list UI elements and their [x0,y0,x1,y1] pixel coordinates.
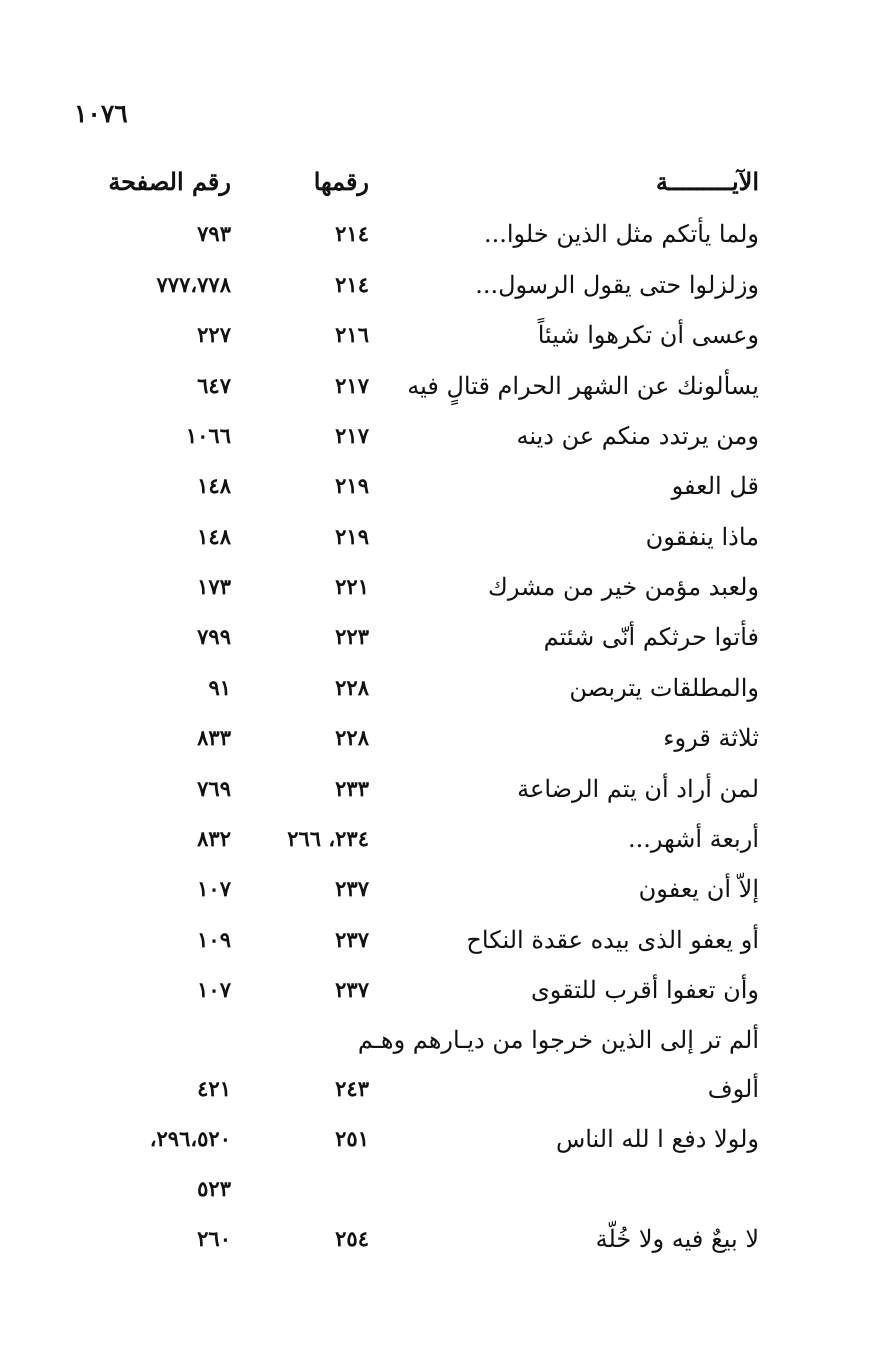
index-row [0,1015,885,1065]
index-row [0,915,885,965]
index-row [0,411,885,461]
verse-number: ٢٢٨ [335,675,369,700]
verse-number: ٢٣٧ [335,977,369,1002]
verse-number: ٢١٧ [335,373,369,398]
index-row [0,209,885,259]
index-row [0,814,885,864]
index-row [0,512,885,562]
verse-number: ٢٥١ [335,1126,369,1151]
page-reference: ٨٣٢ [197,826,231,851]
verse-text: ومن يرتدد منكم عن دينه [516,422,759,450]
verse-number: ٢٣٧ [335,927,369,952]
verse-text: لمن أراد أن يتم الرضاعة [517,775,759,803]
verse-number: ٢٣٧ [335,876,369,901]
page-reference: ١٤٨ [197,524,231,549]
index-row [0,1164,885,1214]
index-row [0,260,885,310]
number-column-header: رقمها [313,167,369,196]
page-reference: ١٠٦٦ [185,423,231,448]
index-row [0,612,885,662]
index-row [0,965,885,1015]
page-reference: ٧٦٩ [197,776,231,801]
page-reference: ٦٤٧ [197,373,231,398]
verse-text: ولولا دفع ا لله الناس [555,1125,759,1153]
verse-number: ٢٤٣ [335,1076,369,1101]
index-row [0,310,885,360]
verse-text: ثلاثة قروء [663,724,759,752]
index-row [0,1064,885,1114]
verse-number: ٢٢١ [335,574,369,599]
verse-text: وزلزلوا حتى يقول الرسول... [475,271,759,299]
verse-number: ٢٣٣ [335,776,369,801]
verse-number: ٢١٩ [335,473,369,498]
page-reference: ٤٢١ [197,1076,231,1101]
verse-text: أربعة أشهر... [628,825,759,853]
verse-number: ٢١٤ [335,221,369,246]
verse-text: ولعبد مؤمن خير من مشرك [488,573,759,601]
page-reference: ٢٢٧ [197,322,231,347]
page-reference: ١٤٨ [197,473,231,498]
page-reference: ٢٩٦،٥٢٠، [149,1126,231,1151]
verse-number: ٢٥٤ [335,1226,369,1251]
verse-text: ألوف [707,1075,759,1103]
page-reference: ٧٧٧،٧٧٨ [156,272,231,297]
page-column-header: رقم الصفحة [108,167,231,196]
page-reference: ١٠٩ [197,927,231,952]
verse-number: ٢١٤ [335,272,369,297]
index-row [0,713,885,763]
index-row [0,764,885,814]
page-reference: ٧٩٩ [197,624,231,649]
verse-text: يسألونك عن الشهر الحرام قتالٍ فيه [407,372,759,400]
verse-text: ألم تر إلى الذين خرجوا من ديـارهم وهـم [357,1026,759,1054]
index-row [0,361,885,411]
page-reference: ٩١ [208,675,231,700]
index-row [0,1214,885,1264]
page-reference: ٧٩٣ [197,221,231,246]
verse-text: أو يعفو الذى بيده عقدة النكاح [466,926,759,954]
verse-text: وعسى أن تكرهوا شيئاً [537,321,759,349]
verse-number: ٢١٧ [335,423,369,448]
verse-text: ماذا ينفقون [645,523,759,551]
verse-text: وأن تعفوا أقرب للتقوى [530,976,759,1004]
index-row [0,461,885,511]
page-reference: ١٠٧ [197,876,231,901]
index-row [0,864,885,914]
verse-number: ٢١٦ [335,322,369,347]
index-row [0,663,885,713]
index-header-row [0,157,885,207]
verse-number: ٢٢٣ [335,624,369,649]
verse-text: لا بيعٌ فيه ولا خُلّة [595,1225,759,1253]
verse-text: فأتوا حرثكم أنّى شئتم [543,623,759,651]
verse-number: ٢٢٨ [335,725,369,750]
verse-number: ٢١٩ [335,524,369,549]
page-reference: ٨٣٣ [197,725,231,750]
index-row [0,562,885,612]
verse-text: قل العفو [671,472,759,500]
page-reference: ٢٦٠ [197,1226,231,1251]
verse-number: ٢٣٤، ٢٦٦ [287,826,369,851]
page-number: ١٠٧٦ [74,99,128,128]
verse-column-header: الآيـــــــــة [655,167,759,196]
index-row [0,1114,885,1164]
verse-text: ولما يأتكم مثل الذين خلوا... [483,220,759,248]
page-reference: ١٧٣ [197,574,231,599]
page-reference: ٥٢٣ [197,1176,231,1201]
page-reference: ١٠٧ [197,977,231,1002]
verse-text: إلاّ أن يعفون [638,875,759,903]
verse-text: والمطلقات يتربصن [569,674,759,702]
